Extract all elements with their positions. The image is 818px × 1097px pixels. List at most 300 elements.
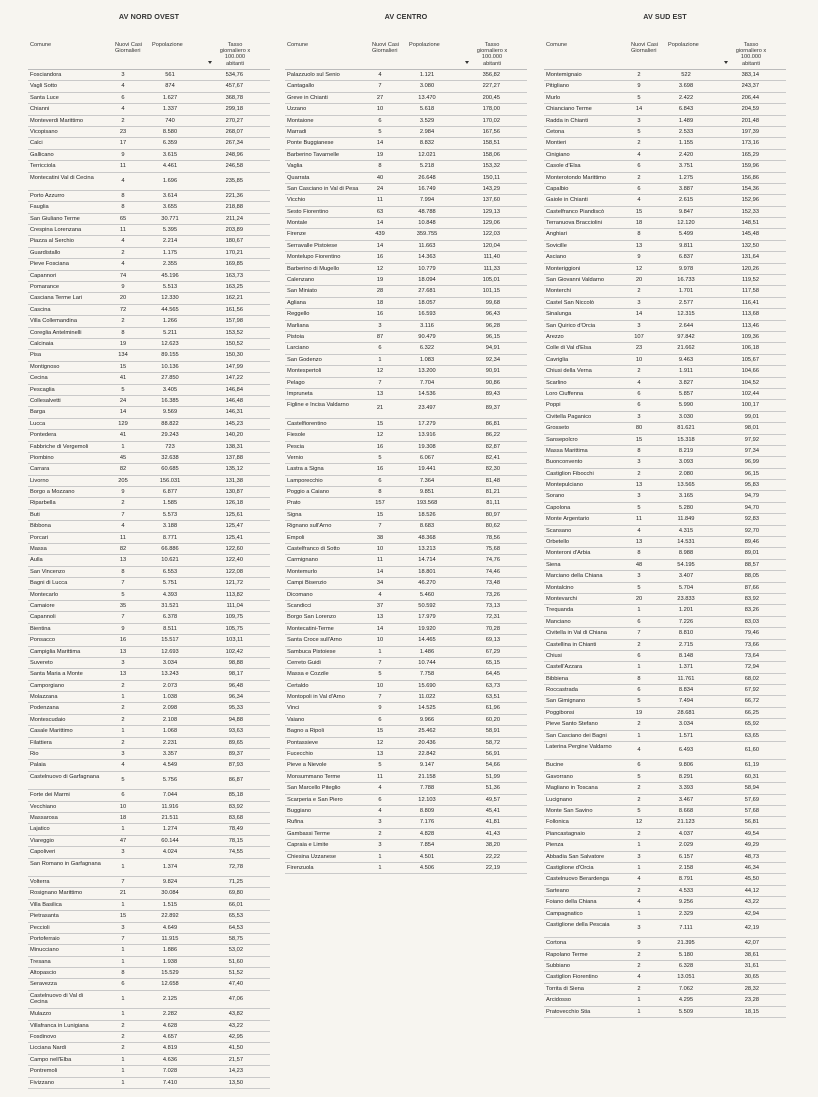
cell-tasso: 96,28 (485, 322, 500, 329)
cell-comune: Vicopisano (30, 128, 58, 135)
table-row (544, 548, 786, 559)
table-row (285, 229, 527, 240)
cell-popolazione: 2.355 (162, 261, 178, 268)
cell-tasso: 78,49 (228, 826, 243, 833)
cell-nuovi-casi: 10 (119, 803, 127, 810)
cell-comune: Massa Marittima (546, 447, 588, 454)
cell-comune: Livorno (30, 477, 49, 484)
cell-nuovi-casi: 5 (378, 128, 382, 135)
cell-popolazione: 7.494 (678, 698, 694, 705)
cell-tasso: 105,01 (482, 277, 500, 284)
cell-tasso: 137,60 (482, 197, 500, 204)
cell-tasso: 197,39 (741, 128, 759, 135)
cell-popolazione: 6.322 (419, 345, 435, 352)
table-row (28, 590, 270, 601)
cell-tasso: 94,91 (485, 345, 500, 352)
cell-tasso: 167,56 (482, 128, 500, 135)
cell-comune: Buggiano (287, 808, 312, 814)
cell-nuovi-casi: 3 (121, 924, 125, 931)
table-row (28, 236, 270, 247)
cell-comune: San Giuliano Terme (30, 215, 80, 222)
cell-tasso: 43,22 (744, 899, 759, 906)
header-nuovi-casi[interactable] (631, 42, 665, 54)
cell-comune: Larciano (287, 345, 309, 352)
cell-tasso: 246,58 (225, 163, 243, 170)
cell-tasso: 53,02 (228, 947, 243, 954)
cell-popolazione: 66.886 (161, 546, 179, 553)
cell-tasso: 18,15 (744, 1008, 759, 1015)
table-row (28, 726, 270, 737)
cell-comune: Buti (30, 511, 40, 518)
cell-comune: Fabbriche di Vergemoli (30, 443, 89, 450)
cell-comune: Pontedera (30, 432, 57, 439)
cell-nuovi-casi: 6 (378, 117, 382, 124)
cell-comune: Pieve Santo Stefano (546, 721, 598, 728)
cell-comune: Suvereto (30, 659, 53, 666)
cell-comune: Cortona (546, 940, 567, 947)
cell-comune: Siena (546, 561, 561, 568)
cell-tasso: 119,52 (742, 277, 759, 284)
cell-popolazione: 5.499 (678, 231, 694, 238)
cell-popolazione: 4.024 (162, 849, 178, 856)
cell-popolazione: 2.420 (678, 151, 694, 158)
table-row (28, 957, 270, 968)
cell-comune: Arezzo (546, 333, 564, 340)
cell-tasso: 72,94 (744, 664, 759, 671)
cell-comune: Terranuova Bracciolini (546, 220, 602, 227)
table-row (544, 195, 786, 206)
cell-popolazione: 1.083 (419, 356, 435, 363)
table-row (285, 578, 527, 589)
cell-tasso: 97,92 (744, 436, 759, 443)
cell-nuovi-casi: 1 (121, 826, 125, 833)
cell-comune: Calci (30, 140, 43, 147)
cell-tasso: 58,72 (485, 739, 500, 746)
cell-tasso: 61,96 (485, 705, 500, 712)
cell-nuovi-casi: 1 (637, 842, 641, 849)
table-row (544, 617, 786, 628)
cell-tasso: 368,78 (225, 94, 243, 101)
cell-comune: Campo nell'Elba (30, 1056, 72, 1063)
header-popolazione[interactable]: Popolazione (668, 42, 699, 48)
table-row (544, 605, 786, 616)
cell-nuovi-casi: 2 (637, 951, 641, 958)
cell-nuovi-casi: 5 (637, 128, 641, 135)
cell-popolazione: 3.655 (162, 204, 178, 211)
cell-popolazione: 4.315 (678, 527, 694, 534)
cell-tasso: 87,93 (228, 762, 243, 769)
cell-comune: Forte dei Marmi (30, 792, 70, 799)
cell-nuovi-casi: 1 (121, 1068, 125, 1075)
cell-popolazione: 6.553 (162, 568, 178, 575)
cell-popolazione: 15.690 (418, 682, 436, 689)
cell-popolazione: 1.175 (162, 249, 178, 256)
table-row (544, 81, 786, 92)
cell-nuovi-casi: 2 (121, 705, 125, 712)
cell-tasso: 104,66 (741, 368, 759, 375)
table-row (544, 343, 786, 354)
cell-nuovi-casi: 4 (637, 379, 641, 386)
cell-comune: Casciana Terme Lari (30, 295, 83, 302)
cell-popolazione: 3.615 (162, 151, 178, 158)
cell-tasso: 89,01 (744, 550, 759, 557)
table-row (28, 945, 270, 956)
table-row (285, 207, 527, 218)
cell-nuovi-casi: 4 (637, 876, 641, 883)
cell-popolazione: 8.683 (419, 523, 435, 530)
cell-nuovi-casi: 2 (121, 682, 125, 689)
cell-comune: Poggio a Caiano (287, 489, 330, 496)
cell-popolazione: 4.295 (678, 997, 694, 1004)
table-row (285, 93, 527, 104)
cell-nuovi-casi: 1 (121, 1011, 125, 1018)
cell-popolazione: 3.467 (678, 796, 694, 803)
table-row (544, 772, 786, 783)
cell-nuovi-casi: 5 (637, 504, 641, 511)
table-row (28, 93, 270, 104)
cell-tasso: 88,57 (744, 561, 759, 568)
cell-tasso: 46,34 (744, 864, 759, 871)
cell-tasso: 82,87 (485, 443, 500, 450)
cell-comune: Camporgiano (30, 682, 65, 689)
cell-comune: Bientina (30, 625, 51, 632)
table-row (285, 218, 527, 229)
cell-comune: Montespertoli (287, 368, 322, 375)
table-row (544, 897, 786, 908)
cell-comune: Monterotondo Marittimo (546, 174, 607, 181)
cell-popolazione: 5.460 (419, 591, 435, 598)
cell-nuovi-casi: 12 (635, 819, 643, 826)
cell-comune: Licciana Nardi (30, 1045, 67, 1052)
table-row (285, 173, 527, 184)
cell-popolazione: 81.621 (677, 425, 695, 432)
cell-nuovi-casi: 157 (375, 500, 385, 507)
cell-popolazione: 10.621 (161, 557, 179, 564)
table-row (28, 658, 270, 669)
header-comune[interactable]: Comune (546, 42, 568, 48)
cell-tasso: 73,26 (485, 591, 500, 598)
cell-nuovi-casi: 13 (376, 614, 384, 621)
cell-tasso: 83,68 (228, 815, 243, 821)
cell-popolazione: 6.493 (678, 747, 694, 754)
cell-nuovi-casi: 38 (376, 534, 384, 541)
cell-nuovi-casi: 5 (637, 584, 641, 591)
cell-nuovi-casi: 23 (119, 128, 127, 135)
cell-comune: Poppi (546, 402, 561, 409)
cell-comune: Volterra (30, 878, 50, 885)
cell-popolazione: 2.422 (678, 94, 694, 101)
cell-comune: Chianciano Terme (546, 106, 592, 113)
cell-comune: Montepulciano (546, 482, 583, 489)
cell-comune: Lastra a Signa (287, 466, 324, 473)
cell-tasso: 60,31 (744, 773, 759, 780)
header-tasso[interactable] (720, 42, 782, 67)
cell-popolazione: 3.034 (162, 659, 178, 666)
cell-popolazione: 2.282 (162, 1011, 178, 1018)
cell-popolazione: 1.938 (162, 958, 178, 965)
cell-comune: Sinalunga (546, 311, 572, 318)
cell-comune: Montecarlo (30, 591, 59, 598)
cell-tasso: 96,48 (228, 682, 243, 689)
cell-comune: Montignoso (30, 363, 60, 370)
cell-nuovi-casi: 1 (121, 863, 125, 870)
table-row (28, 191, 270, 202)
cell-comune: Palazzuolo sul Senio (287, 72, 340, 78)
cell-nuovi-casi: 12 (376, 265, 384, 272)
cell-popolazione: 22.842 (418, 751, 436, 758)
cell-nuovi-casi: 14 (376, 625, 384, 632)
table-row (544, 252, 786, 263)
table-row (544, 503, 786, 514)
cell-comune: Bibbiena (546, 675, 569, 682)
cell-popolazione: 2.029 (678, 842, 694, 849)
cell-tasso: 65,15 (485, 659, 500, 666)
cell-nuovi-casi: 6 (121, 94, 125, 101)
table-row (285, 184, 527, 195)
cell-comune: San Vincenzo (30, 568, 65, 575)
cell-tasso: 86,81 (485, 420, 500, 427)
cell-tasso: 147,22 (225, 375, 243, 382)
cell-nuovi-casi: 7 (378, 379, 382, 386)
cell-popolazione: 1.489 (678, 117, 694, 124)
cell-nuovi-casi: 41 (119, 375, 127, 382)
cell-tasso: 79,46 (744, 630, 759, 637)
table-row (28, 888, 270, 899)
cell-nuovi-casi: 9 (121, 489, 125, 496)
cell-comune: San Romano in Garfagnana (30, 860, 101, 867)
table-row (544, 817, 786, 828)
cell-nuovi-casi: 16 (376, 254, 384, 261)
table-row (544, 378, 786, 389)
table-row (28, 715, 270, 726)
header-popolazione[interactable]: Popolazione (152, 42, 183, 48)
cell-nuovi-casi: 6 (637, 762, 641, 769)
cell-tasso: 92,34 (485, 356, 500, 363)
table-row (28, 498, 270, 509)
cell-popolazione: 9.147 (419, 762, 435, 769)
cell-nuovi-casi: 16 (376, 466, 384, 473)
table-row (544, 708, 786, 719)
cell-comune: Villafranca in Lunigiana (30, 1022, 89, 1029)
cell-tasso: 78,15 (228, 837, 243, 844)
cell-nuovi-casi: 18 (119, 815, 127, 821)
cell-tasso: 132,50 (741, 242, 759, 249)
cell-popolazione: 9.569 (162, 409, 178, 416)
cell-popolazione: 8.219 (678, 447, 694, 454)
cell-nuovi-casi: 13 (119, 557, 127, 564)
cell-popolazione: 9.463 (678, 356, 694, 363)
sort-descending-icon[interactable] (208, 61, 212, 64)
table-row (285, 498, 527, 509)
cell-nuovi-casi: 129 (118, 420, 128, 427)
cell-comune: Firenzuola (287, 864, 314, 871)
cell-popolazione: 1.038 (162, 694, 178, 701)
cell-nuovi-casi: 12 (635, 265, 643, 272)
cell-comune: Campi Bisenzio (287, 580, 327, 587)
cell-popolazione: 18.526 (418, 511, 436, 518)
cell-tasso: 106,18 (741, 345, 759, 352)
cell-comune: Monsummano Terme (287, 773, 341, 780)
cell-tasso: 13,50 (228, 1079, 243, 1086)
table-row (28, 1021, 270, 1032)
table-row (544, 480, 786, 491)
cell-popolazione: 3.405 (162, 386, 178, 393)
cell-comune: San Casciano in Val di Pesa (287, 185, 359, 192)
cell-popolazione: 7.758 (419, 671, 435, 678)
cell-nuovi-casi: 15 (119, 363, 127, 370)
cell-nuovi-casi: 9 (121, 284, 125, 291)
cell-nuovi-casi: 2 (378, 830, 382, 837)
cell-tasso: 153,52 (225, 329, 243, 336)
table-row (285, 544, 527, 555)
cell-nuovi-casi: 3 (637, 459, 641, 466)
column-header-row (544, 24, 786, 70)
cell-tasso: 30,65 (744, 974, 759, 981)
cell-comune: Vagli Sotto (30, 83, 58, 90)
table-row (544, 783, 786, 794)
cell-tasso: 92,70 (744, 527, 759, 534)
cell-popolazione: 3.887 (678, 185, 694, 192)
cell-comune: Manciano (546, 618, 571, 625)
cell-tasso: 206,44 (741, 94, 759, 101)
cell-comune: Capraia e Limite (287, 842, 329, 849)
cell-tasso: 74,55 (228, 849, 243, 856)
table-row (28, 669, 270, 680)
cell-comune: Montevarchi (546, 595, 577, 602)
cell-comune: Vaglia (287, 163, 303, 170)
header-tasso[interactable] (204, 42, 266, 67)
table-row (285, 419, 527, 430)
cell-nuovi-casi: 6 (637, 390, 641, 397)
cell-popolazione: 1.374 (162, 863, 178, 870)
cell-popolazione: 16.749 (418, 185, 436, 192)
table-row (285, 275, 527, 286)
table-row (285, 138, 527, 149)
cell-popolazione: 10.848 (418, 220, 436, 227)
cell-tasso: 57,69 (744, 796, 759, 803)
cell-nuovi-casi: 1 (378, 356, 382, 363)
cell-nuovi-casi: 28 (376, 288, 384, 295)
header-tasso-line2: giornaliero x (735, 48, 767, 55)
table-row (544, 70, 786, 81)
header-nuovi-casi[interactable] (372, 42, 406, 54)
cell-popolazione: 1.571 (678, 732, 694, 739)
cell-popolazione: 48.788 (418, 208, 436, 215)
header-casi-line1: Nuovi Casi (631, 42, 659, 48)
cell-nuovi-casi: 5 (378, 762, 382, 769)
cell-nuovi-casi: 4 (637, 527, 641, 534)
table-row (544, 400, 786, 411)
cell-popolazione: 4.393 (162, 591, 178, 598)
cell-nuovi-casi: 11 (120, 163, 126, 170)
header-tasso[interactable] (461, 42, 523, 67)
table-row (544, 972, 786, 983)
cell-popolazione: 5.618 (419, 106, 435, 113)
cell-popolazione: 3.030 (678, 413, 694, 420)
cell-tasso: 143,29 (482, 185, 500, 192)
table-row (285, 116, 527, 127)
cell-nuovi-casi: 5 (378, 454, 382, 461)
cell-popolazione: 5.180 (678, 951, 694, 958)
cell-popolazione: 13.200 (418, 368, 436, 375)
cell-tasso: 67,92 (744, 687, 759, 694)
cell-nuovi-casi: 15 (376, 728, 384, 735)
cell-popolazione: 17.979 (418, 614, 436, 621)
cell-comune: Montecatini-Terme (287, 625, 334, 632)
header-comune[interactable]: Comune (30, 42, 52, 48)
table-row (28, 578, 270, 589)
cell-tasso: 43,82 (228, 1011, 243, 1018)
table-row (544, 795, 786, 806)
header-popolazione[interactable]: Popolazione (409, 42, 440, 48)
cell-popolazione: 2.715 (678, 641, 694, 648)
table-row (285, 726, 527, 737)
cell-popolazione: 15.318 (677, 436, 695, 443)
cell-tasso: 248,96 (225, 151, 243, 158)
table-row (544, 696, 786, 707)
table-row (544, 571, 786, 582)
cell-tasso: 113,68 (742, 311, 759, 318)
cell-comune: Castiglione della Pescaia (546, 921, 610, 928)
cell-tasso: 150,52 (225, 340, 243, 347)
table-row (544, 161, 786, 172)
cell-tasso: 270,27 (225, 117, 243, 124)
cell-popolazione: 1.274 (162, 826, 178, 833)
header-comune[interactable]: Comune (287, 42, 309, 48)
cell-tasso: 71,25 (228, 878, 243, 885)
cell-comune: Empoli (287, 534, 305, 541)
cell-comune: Fosciandora (30, 72, 62, 78)
cell-popolazione: 23.833 (677, 595, 695, 602)
cell-popolazione: 1.266 (162, 318, 178, 325)
cell-nuovi-casi: 6 (637, 402, 641, 409)
table-row (544, 457, 786, 468)
cell-nuovi-casi: 16 (376, 443, 384, 450)
table-row (285, 783, 527, 794)
cell-nuovi-casi: 11 (120, 534, 126, 541)
cell-tasso: 267,34 (225, 140, 243, 147)
cell-nuovi-casi: 14 (635, 311, 643, 318)
cell-popolazione: 723 (165, 443, 175, 450)
cell-comune: Pietrasanta (30, 913, 59, 920)
sort-descending-icon[interactable] (465, 61, 469, 64)
table-row (285, 127, 527, 138)
cell-nuovi-casi: 3 (378, 322, 382, 329)
cell-comune: Castiglione d'Orcia (546, 864, 594, 871)
cell-comune: Pelago (287, 379, 305, 386)
cell-tasso: 156,86 (741, 174, 759, 181)
cell-tasso: 61,60 (744, 747, 759, 754)
header-nuovi-casi[interactable] (115, 42, 149, 54)
cell-tasso: 227,27 (482, 83, 500, 90)
cell-popolazione: 89.155 (161, 352, 179, 359)
cell-popolazione: 1.701 (678, 288, 694, 295)
cell-comune: Impruneta (287, 390, 313, 397)
cell-nuovi-casi: 48 (635, 561, 643, 568)
cell-popolazione: 14.714 (418, 557, 436, 564)
cell-tasso: 45,50 (744, 876, 759, 883)
table-row (28, 127, 270, 138)
cell-nuovi-casi: 3 (637, 573, 641, 580)
sort-descending-icon[interactable] (724, 61, 728, 64)
table-row (285, 863, 527, 874)
cell-nuovi-casi: 23 (635, 345, 643, 352)
cell-tasso: 173,16 (741, 140, 759, 147)
cell-tasso: 96,43 (485, 311, 500, 318)
cell-nuovi-casi: 21 (376, 405, 384, 412)
cell-nuovi-casi: 3 (637, 924, 641, 931)
cell-comune: Fiesole (287, 432, 306, 439)
